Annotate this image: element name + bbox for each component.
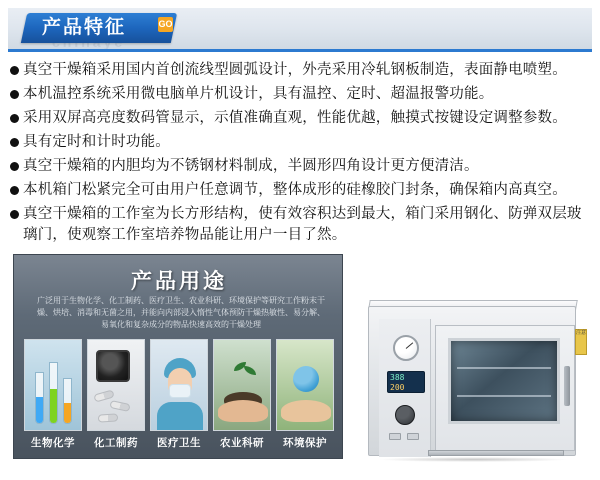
bullet-icon [10, 138, 19, 147]
bullet-icon [10, 162, 19, 171]
feature-text: 真空干燥箱的内胆均为不锈钢材料制成，半圆形四角设计更方便清洁。 [23, 158, 479, 174]
usage-card-label: 医疗卫生 [157, 437, 201, 449]
bullet-icon [10, 114, 19, 123]
usage-description: 广泛用于生物化学、化工制药、医疗卫生、农业科研、环境保护等研究工作粉末干燥、烘培、消毒和无菌之用，并能向内部浸入惰性气体预防干燥热敏性、易分解、易氧化和复杂成分的物品快速高效的干燥处理 [37, 296, 325, 329]
feature-text: 采用双屏高亮度数码管显示，示值准确直观，性能优越，触摸式按键设定调整参数。 [23, 110, 567, 126]
usage-card-label: 环境保护 [283, 437, 327, 449]
usage-card [87, 339, 145, 431]
header-underline [8, 49, 592, 52]
list-item [10, 156, 590, 177]
bullet-icon [10, 90, 19, 99]
usage-card [276, 339, 334, 431]
oven-door[interactable] [435, 325, 575, 451]
product-image [360, 300, 585, 465]
digital-display [387, 371, 425, 393]
usage-card-label: 生物化学 [31, 437, 75, 449]
heater-switch[interactable] [407, 433, 419, 440]
usage-label-row [24, 435, 334, 450]
usage-card [150, 339, 208, 431]
list-item [10, 60, 590, 81]
usage-card-label: 化工制药 [94, 437, 138, 449]
bullet-icon [10, 186, 19, 195]
usage-card [24, 339, 82, 431]
caution-label: 注意 [575, 329, 587, 355]
page-title: 产品特征 [42, 17, 127, 38]
feature-text: 真空干燥箱采用国内首创流线型圆弧设计，外壳采用冷轧钢板制造，表面静电喷塑。 [23, 62, 567, 78]
display-line-1: 388 [390, 373, 405, 382]
drop-shadow [378, 457, 568, 462]
control-panel [379, 319, 431, 457]
feature-text: 本机箱门松紧完全可由用户任意调节，整体成形的硅橡胶门封条，确保箱内高真空。 [23, 182, 567, 198]
usage-card [213, 339, 271, 431]
usage-title: 产品用途 [131, 270, 227, 293]
globe-hands-icon [277, 340, 333, 430]
display-line-2: 200 [390, 383, 405, 392]
feature-list [10, 60, 590, 249]
feature-text: 具有定时和计时功能。 [23, 134, 170, 150]
list-item [10, 132, 590, 153]
test-tubes-icon [25, 340, 81, 430]
power-switch[interactable] [389, 433, 401, 440]
bullet-icon [10, 66, 19, 75]
feature-text: 本机温控系统采用微电脑单片机设计，具有温控、定时、超温报警功能。 [23, 86, 494, 102]
usage-panel [13, 254, 343, 459]
viewing-glass [448, 338, 560, 424]
feature-text: 真空干燥箱的工作室为长方形结构，使有效容积达到最大，箱门采用钢化、防弹双层玻璃门，使观察工作室培养物品能让用户一目了然。 [23, 206, 582, 243]
control-knob[interactable] [395, 405, 415, 425]
base-vent [428, 450, 564, 456]
lower-section [0, 240, 600, 480]
usage-card-label: 农业科研 [220, 437, 264, 449]
usage-card-row [24, 339, 334, 431]
list-item [10, 108, 590, 129]
bullet-icon [10, 210, 19, 219]
door-handle[interactable] [564, 366, 570, 406]
seedling-icon [214, 340, 270, 430]
go-badge: GO [158, 17, 173, 32]
list-item [10, 180, 590, 201]
vacuum-gauge-icon [393, 335, 419, 361]
doctor-icon [151, 340, 207, 430]
capsules-icon [88, 340, 144, 430]
list-item [10, 84, 590, 105]
page-header [8, 8, 592, 52]
oven-body [368, 306, 587, 456]
